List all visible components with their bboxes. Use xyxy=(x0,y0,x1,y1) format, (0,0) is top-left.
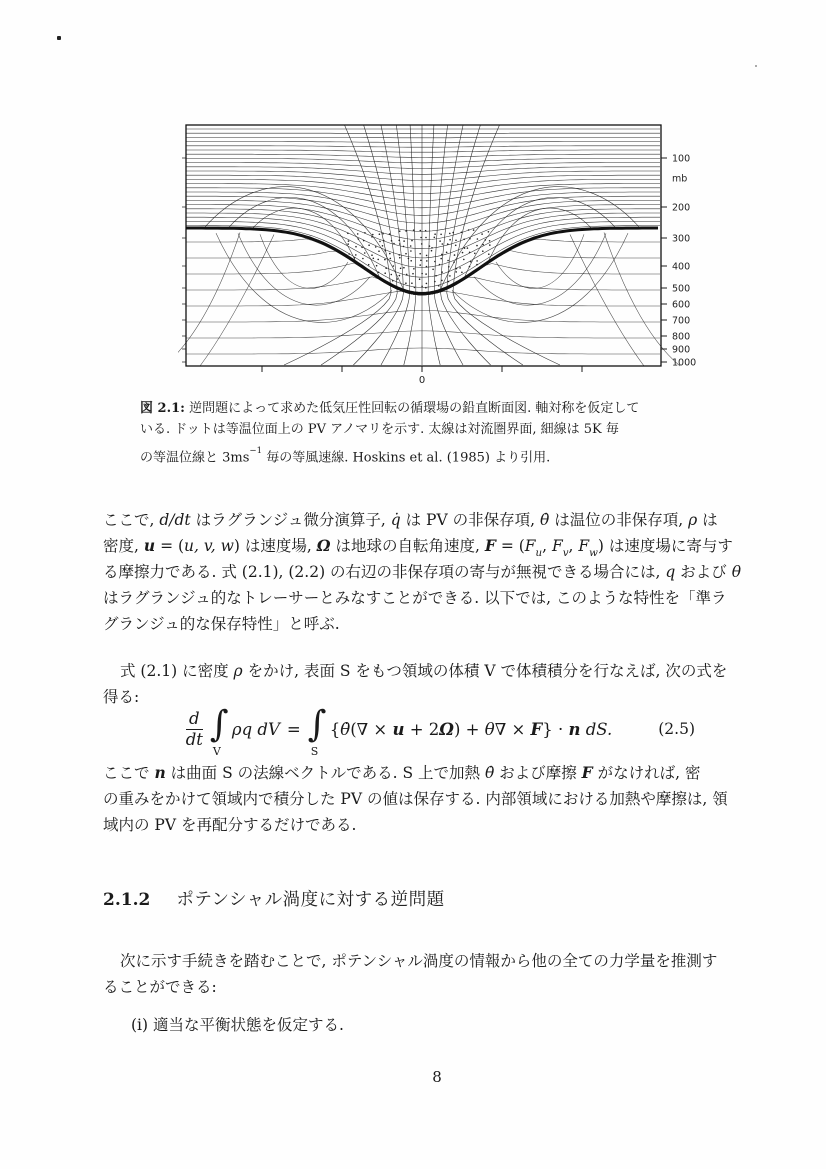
text-segment: 逆問題によって求めた低気圧性回転の循環場の鉛直断面図. 軸対称を仮定して xyxy=(184,401,640,416)
text-segment: w xyxy=(589,548,598,560)
text-segment: ρ xyxy=(233,662,243,680)
pressure-axis-label: mb xyxy=(672,173,688,185)
pressure-axis-label: 1000 xyxy=(672,357,697,369)
text-segment: −1 xyxy=(249,445,263,456)
text-line xyxy=(103,658,727,684)
text-segment: ∇ × xyxy=(494,719,531,739)
pressure-axis-label: 300 xyxy=(672,233,691,245)
text-segment: 次に示す手続きを踏むことで, ポテンシャル渦度の情報から他の全ての力学量を推測す xyxy=(120,952,718,970)
text-line xyxy=(103,533,741,559)
text-segment: は xyxy=(697,511,718,529)
text-line xyxy=(103,760,728,786)
text-segment: F xyxy=(524,537,536,555)
page-number: 8 xyxy=(432,1068,442,1086)
text-segment: n xyxy=(154,763,166,782)
text-segment: + 2 xyxy=(404,719,440,739)
text-segment: をかけ, 表面 S をもつ領域の体積 V で体積積分を行なえば, 次の式を xyxy=(242,662,728,680)
text-segment: q̇ xyxy=(390,511,401,529)
text-segment: F xyxy=(581,763,593,782)
text-segment: ここで, xyxy=(103,511,160,529)
text-segment: F xyxy=(484,536,496,555)
text-segment: および摩擦 xyxy=(494,764,582,782)
text-segment: θ̇ xyxy=(484,764,495,782)
text-line xyxy=(103,611,741,637)
text-line xyxy=(103,507,741,533)
text-segment: Ω xyxy=(316,536,331,555)
body-paragraph-3 xyxy=(103,760,728,838)
text-segment: 図 2.1: xyxy=(140,401,185,416)
text-line xyxy=(103,786,728,812)
text-segment: d/dt xyxy=(159,511,191,529)
text-segment: 毎の等風速線. Hoskins et al. (1985) より引用. xyxy=(262,450,551,466)
pressure-axis-label: 200 xyxy=(672,202,691,214)
pressure-axis-label: 800 xyxy=(672,331,691,343)
pressure-axis-label: 600 xyxy=(672,299,691,311)
text-segment: は地球の自転角速度, xyxy=(330,537,485,555)
figure-caption xyxy=(140,398,700,466)
equation-2-5 xyxy=(103,700,695,758)
text-segment: q xyxy=(665,563,676,581)
scan-speck xyxy=(755,65,757,67)
text-segment: u xyxy=(535,548,543,560)
body-paragraph-4 xyxy=(103,948,717,1000)
text-segment: は PV の非保存項, xyxy=(400,511,540,529)
text-segment: θ̇ xyxy=(340,719,351,739)
text-segment: ) は速度場に寄与す xyxy=(597,537,733,555)
text-segment: θ xyxy=(731,563,742,581)
scan-speck xyxy=(57,36,61,40)
text-segment: および xyxy=(675,563,732,581)
figure-2-1-plot xyxy=(178,123,712,391)
text-segment: る摩擦力である. 式 (2.1), (2.2) の右辺の非保存項の寄与が無視できる場合には, xyxy=(103,563,666,581)
list-item-i xyxy=(131,1012,344,1038)
text-segment: u xyxy=(392,719,405,739)
text-segment: ることができる: xyxy=(103,978,217,996)
text-segment: u xyxy=(143,536,156,555)
pressure-axis-label: 500 xyxy=(672,283,691,295)
body-paragraph-1 xyxy=(103,507,741,637)
text-segment: 域内の PV を再配分するだけである. xyxy=(103,816,357,834)
text-segment: ρ xyxy=(688,511,698,529)
text-line xyxy=(103,812,728,838)
section-number: 2.1.2 xyxy=(103,890,151,910)
text-segment: はラグランジュ的なトレーサーとみなすことができる. 以下では, このような特性を「準ラ xyxy=(103,589,727,607)
text-line xyxy=(131,1012,344,1038)
text-segment: 得る: xyxy=(103,688,140,706)
text-segment: , xyxy=(568,537,579,555)
pressure-axis-label: 700 xyxy=(672,315,691,327)
text-segment: (∇ × xyxy=(350,719,393,739)
text-segment: F xyxy=(552,537,563,555)
equals-sign: = xyxy=(286,719,301,739)
integrand-rhs xyxy=(330,720,613,739)
text-segment: いる. ドットは等温位面上の PV アノマリを示す. 太線は対流圏界面, 細線は 5K 毎 xyxy=(140,422,619,438)
text-segment: n xyxy=(568,719,581,739)
text-segment: θ xyxy=(484,719,495,739)
integrand-lhs xyxy=(232,720,280,739)
text-segment: dS. xyxy=(585,719,613,739)
section-heading xyxy=(103,886,445,911)
text-line xyxy=(140,441,700,466)
text-segment: Ω xyxy=(439,719,454,739)
text-segment: ρq dV xyxy=(231,719,280,739)
text-segment: } · xyxy=(542,719,569,739)
volume-integral: ∫ V xyxy=(209,704,229,758)
text-segment: u, v, w xyxy=(184,537,234,555)
text-segment: ) は速度場, xyxy=(233,537,317,555)
text-segment: F xyxy=(578,537,590,555)
text-segment: { xyxy=(329,719,341,739)
text-segment: 式 (2.1) に密度 xyxy=(120,662,234,680)
derivative-fraction: $\frac{d}{dt}$ xyxy=(185,709,203,749)
text-line xyxy=(103,974,717,1000)
text-segment: ) + xyxy=(453,719,485,739)
pressure-axis-label: 900 xyxy=(672,344,691,356)
text-segment: はラグランジュ微分演算子, xyxy=(190,511,391,529)
text-segment: θ̇ xyxy=(539,511,550,529)
text-segment: は曲面 S の法線ベクトルである. S 上で加熱 xyxy=(165,764,485,782)
text-line xyxy=(140,419,700,440)
text-line xyxy=(140,398,700,419)
text-segment: ここで xyxy=(103,764,155,782)
text-segment: (i) 適当な平衡状態を仮定する. xyxy=(131,1016,344,1034)
text-line xyxy=(103,585,741,611)
text-segment: グランジュ的な保存特性」と呼ぶ. xyxy=(103,615,340,633)
text-segment: v xyxy=(562,548,569,560)
text-line xyxy=(103,559,741,585)
text-segment: の等温位線と 3ms xyxy=(140,450,250,466)
pressure-axis-label: 100 xyxy=(672,153,691,165)
text-segment: = ( xyxy=(155,537,185,555)
pressure-axis-label: 400 xyxy=(672,261,691,273)
text-line xyxy=(103,948,717,974)
text-segment: , xyxy=(542,537,552,555)
text-segment: = ( xyxy=(495,537,525,555)
text-segment: は温位の非保存項, xyxy=(549,511,689,529)
surface-integral: ∫ S xyxy=(307,704,327,758)
text-segment: 密度, xyxy=(103,537,144,555)
text-segment: の重みをかけて領域内で積分した PV の値は保存する. 内部領域における加熱や摩擦は, 領 xyxy=(103,790,728,808)
equation-number: (2.5) xyxy=(658,720,695,738)
section-title: ポテンシャル渦度に対する逆問題 xyxy=(176,890,445,910)
x-axis-zero-label: 0 xyxy=(418,375,426,386)
text-segment: がなければ, 密 xyxy=(592,764,701,782)
text-segment: F xyxy=(530,719,543,739)
